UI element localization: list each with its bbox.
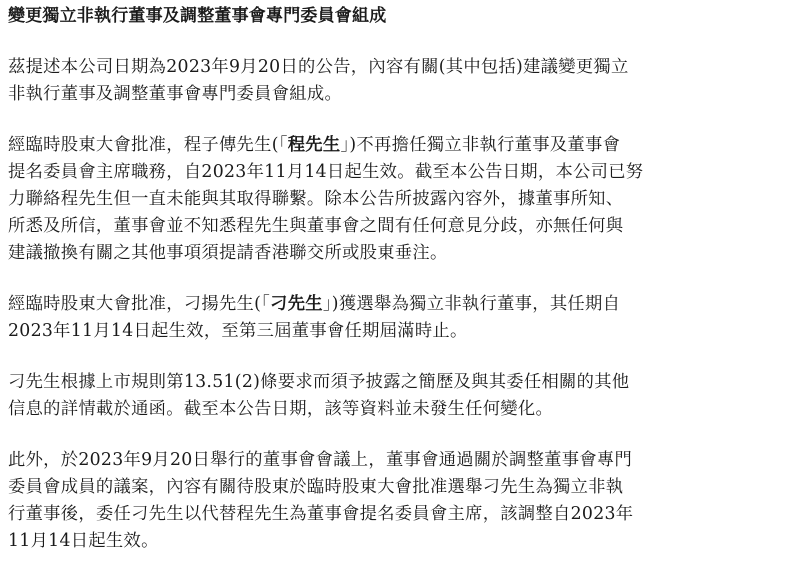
paragraph-3 (8, 291, 783, 345)
text-run: 刁先生根據上市規則第13.51(2)條要求而須予披露之簡歷及與其委任相關的其他 (8, 372, 630, 392)
paragraph-line (8, 132, 783, 159)
text-run: 11月14日起生效。 (8, 531, 159, 551)
announcement-title: 變更獨立非執行董事及調整董事會專門委員會組成 (8, 6, 387, 26)
paragraph-line (8, 474, 783, 501)
paragraph-4 (8, 369, 783, 423)
paragraph-line (8, 186, 783, 213)
paragraph-line (8, 447, 783, 474)
text-run: 2023年11月14日起生效，至第三屆董事會任期屆滿時止。 (8, 321, 468, 341)
text-run: 行董事後，委任刁先生以代替程先生為董事會提名委員會主席，該調整自2023年 (8, 504, 634, 524)
text-run: 委員會成員的議案，內容有關待股東於臨時股東大會批准選舉刁先生為獨立非執 (8, 477, 624, 497)
announcement-page (8, 4, 783, 579)
text-run: 經臨時股東大會批准，程子傳先生(「 (8, 135, 288, 155)
text-run: 此外，於2023年9月20日舉行的董事會會議上，董事會通過關於調整董事會專門 (8, 450, 633, 470)
text-run: 信息的詳情載於通函。截至本公告日期，該等資料並未發生任何變化。 (8, 399, 554, 419)
paragraph-line (8, 501, 783, 528)
paragraph-line (8, 81, 783, 108)
text-run: 經臨時股東大會批准，刁揚先生(「 (8, 294, 271, 314)
paragraph-5 (8, 447, 783, 555)
paragraph-line (8, 240, 783, 267)
paragraph-line (8, 291, 783, 318)
paragraph-line (8, 318, 783, 345)
paragraph-line (8, 54, 783, 81)
text-run: 力聯絡程先生但一直未能與其取得聯繫。除本公告所披露內容外，據董事所知、 (8, 189, 624, 209)
defined-term: 程先生 (287, 135, 341, 155)
text-run: 建議撤換有關之其他事項須提請香港聯交所或股東垂注。 (8, 243, 448, 263)
paragraph-line (8, 159, 783, 186)
defined-term: 刁先生 (270, 294, 323, 314)
text-run: 」)獲選舉為獨立非執行董事，其任期自 (322, 294, 621, 314)
paragraph-line (8, 369, 783, 396)
paragraph-1 (8, 54, 783, 108)
paragraph-2 (8, 132, 783, 267)
paragraph-line (8, 213, 783, 240)
announcement-body (8, 54, 783, 555)
text-run: 所悉及所信，董事會並不知悉程先生與董事會之間有任何意見分歧，亦無任何與 (8, 216, 624, 236)
paragraph-line (8, 528, 783, 555)
paragraph-line (8, 396, 783, 423)
text-run: 提名委員會主席職務，自2023年11月14日起生效。截至本公告日期，本公司已努 (8, 162, 644, 182)
text-run: 」)不再擔任獨立非執行董事及董事會 (340, 135, 621, 155)
text-run: 非執行董事及調整董事會專門委員會組成。 (8, 84, 343, 104)
text-run: 茲提述本公司日期為2023年9月20日的公告，內容有關(其中包括)建議變更獨立 (8, 57, 629, 77)
